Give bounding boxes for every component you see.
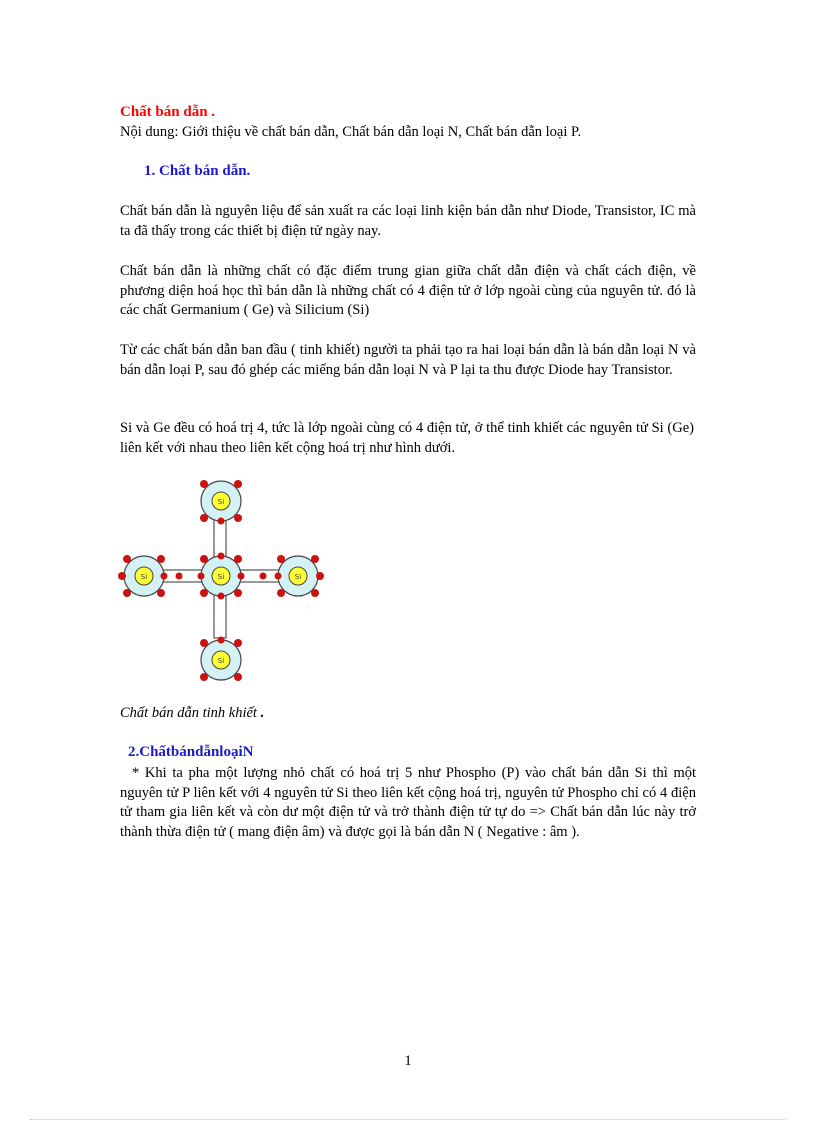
paragraph-5: * Khi ta pha một lượng nhỏ chất có hoá trị 5 như Phospho (P) vào chất bán dẫn Si thì một nguyên tử P liên kết với 4 nguyên tử Si theo liên kết cộng hoá trị, nguyên tử Phospho chỉ có 4 điện tử tham gia liên kết và còn dư một điện tử và trở thành điện tử tự do => Chất bán dẫn lúc này trở thành thừa điện tử ( mang điện âm) và được gọi là bán dẫn N ( Negative : âm ). xyxy=(120,765,696,840)
electron-dot xyxy=(234,514,242,522)
section-1-heading: 1. Chất bán dẫn. xyxy=(144,163,251,179)
bond-electron-dot xyxy=(198,573,205,580)
electron-dot xyxy=(200,514,208,522)
silicon-lattice-diagram xyxy=(117,474,327,689)
electron-dot xyxy=(200,589,208,597)
bond-electron-dot xyxy=(161,573,168,580)
electron-dot xyxy=(277,589,285,597)
paragraph-4: Si và Ge đều có hoá trị 4, tức là lớp ngoài cùng có 4 điện tử, ở thể tinh khiết các nguyên tử Si (Ge) liên kết với nhau theo liên kết cộng hoá trị như hình dưới. xyxy=(120,420,694,456)
bond-electron-dot xyxy=(238,573,245,580)
atom-left xyxy=(123,555,165,597)
atom-label: Si xyxy=(294,573,302,581)
document-title: Chất bán dẫn . xyxy=(120,104,216,120)
electron-dot xyxy=(200,480,208,488)
bond-electron-dot xyxy=(176,573,183,580)
bond-electron-dot xyxy=(218,553,225,560)
atom-bottom xyxy=(200,639,242,681)
electron-dot xyxy=(157,555,165,563)
electron-dot xyxy=(200,639,208,647)
atom-label: Si xyxy=(140,573,148,581)
page-bottom-rule xyxy=(30,1119,786,1120)
bond-electron-dot xyxy=(218,593,225,600)
electron-dot xyxy=(234,555,242,563)
electron-dot xyxy=(118,572,126,580)
section-2-heading: 2.ChấtbándẫnloạiN xyxy=(128,744,254,760)
electron-dot xyxy=(234,673,242,681)
atom-label: Si xyxy=(217,657,225,665)
page-number: 1 xyxy=(404,1053,412,1069)
bond-electron-dot xyxy=(275,573,282,580)
electron-dot xyxy=(316,572,324,580)
bond-electron-dot xyxy=(260,573,267,580)
bond-electron-dot xyxy=(218,637,225,644)
paragraph-1: Chất bán dẫn là nguyên liệu để sản xuất ra các loại linh kiện bán dẫn như Diode, Transistor, IC mà ta đã thấy trong các thiết bị điện tử ngày nay. xyxy=(120,203,696,239)
atom-label: Si xyxy=(217,573,225,581)
electron-dot xyxy=(311,555,319,563)
paragraph-2: Chất bán dẫn là những chất có đặc điểm trung gian giữa chất dẫn điện và chất cách điện, về phương diện hoá học thì bán dẫn là những chất có 4 điện tử ở lớp ngoài cùng của nguyên tử. đó là các chất Germanium ( Ge) và Silicium (Si) xyxy=(120,263,696,318)
electron-dot xyxy=(157,589,165,597)
electron-dot xyxy=(200,555,208,563)
electron-dot xyxy=(277,555,285,563)
atom-right xyxy=(277,555,319,597)
atom-center xyxy=(200,555,242,597)
electron-dot xyxy=(123,589,131,597)
atom-top xyxy=(200,480,242,522)
electron-dot xyxy=(200,673,208,681)
electron-dot xyxy=(234,639,242,647)
bond-electron-dot xyxy=(218,518,225,525)
electron-dot xyxy=(234,589,242,597)
electron-dot xyxy=(123,555,131,563)
intro-line: Nội dung: Giới thiệu về chất bán dẫn, Chất bán dẫn loại N, Chất bán dẫn loại P. xyxy=(120,124,582,140)
paragraph-3: Từ các chất bán dẫn ban đầu ( tinh khiết) người ta phải tạo ra hai loại bán dẫn là bán dẫn loại N và bán dẫn loại P, sau đó ghép các miếng bán dẫn loại N và P lại ta thu được Diode hay Transistor. xyxy=(120,342,696,378)
atom-label: Si xyxy=(217,498,225,506)
electron-dot xyxy=(311,589,319,597)
electron-dot xyxy=(234,480,242,488)
diagram-caption: Chất bán dẫn tinh khiết . xyxy=(120,705,265,721)
